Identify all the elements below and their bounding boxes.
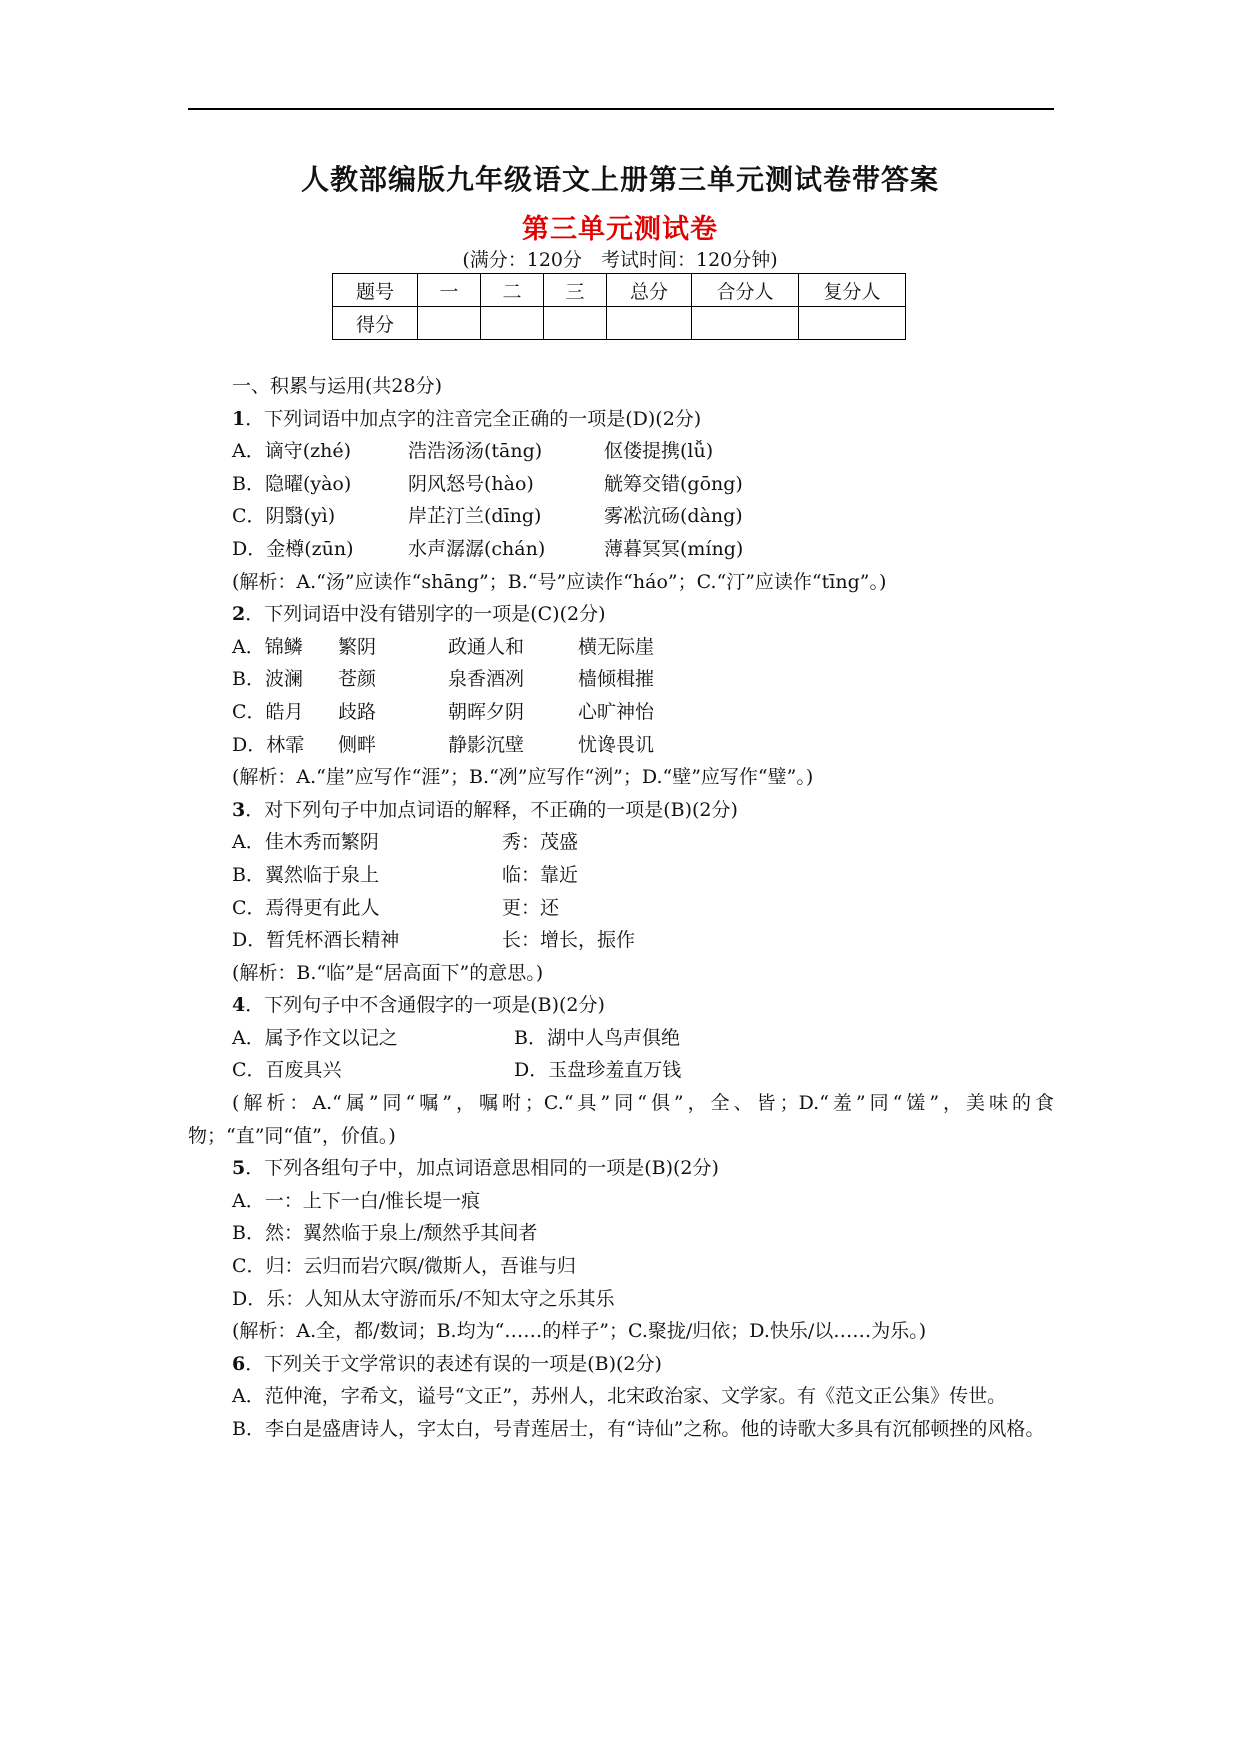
analysis-text: (解析：A.“属”同“嘱”，嘱咐；C.“具”同“俱”，全、皆；D.“羞”同“馐”，美味的食物；“直”同“值”，价值。): [188, 1092, 1054, 1147]
option-text: 朝晖夕阴: [448, 700, 525, 723]
option-text: A．属予作文以记之: [232, 1026, 398, 1049]
option-text: D．林霏: [232, 733, 305, 756]
analysis-text: (解析：A.“崖”应写作“涯”；B.“冽”应写作“洌”；D.“壁”应写作“璧”。): [232, 766, 814, 789]
question-2: [188, 598, 1054, 631]
score-cell: 题号: [333, 274, 418, 307]
document-title: 人教部编版九年级语文上册第三单元测试卷带答案: [300, 163, 939, 196]
option-row: [188, 826, 1054, 859]
option-text: B．然：翼然临于泉上/颓然乎其间者: [232, 1222, 538, 1245]
question-number: 1: [232, 407, 246, 430]
option-row: [188, 500, 1054, 533]
option-text: C．归：云归而岩穴暝/微斯人，吾谁与归: [232, 1255, 576, 1278]
option-row: [188, 859, 1054, 892]
option-text: 泉香酒冽: [448, 668, 525, 691]
analysis-text: (解析：B.“临”是“居高面下”的意思。): [232, 961, 544, 984]
option-text: B．隐曜(yào): [232, 472, 352, 495]
analysis-text: (解析：A.全，都/数词；B.均为“……的样子”；C.聚拢/归依；D.快乐/以……为乐。): [232, 1320, 927, 1343]
option-text: 薄暮冥冥(míng): [604, 537, 744, 560]
option-text: D．玉盘珍羞直万钱: [514, 1059, 682, 1082]
option-text: 政通人和: [448, 635, 525, 658]
question-number: 3: [232, 798, 246, 821]
option-text: 心旷神怡: [578, 700, 655, 723]
score-table: [332, 273, 906, 340]
score-cell[interactable]: [692, 307, 799, 340]
score-cell: 三: [544, 274, 607, 307]
question-stem: ．下列句子中不含通假字的一项是(B)(2分): [245, 994, 605, 1017]
option-text: D．金樽(zūn): [232, 537, 354, 560]
question-stem: ．下列关于文学常识的表述有误的一项是(B)(2分): [245, 1352, 662, 1375]
question-1: [188, 403, 1054, 436]
question-stem: ．下列词语中没有错别字的一项是(C)(2分): [245, 603, 606, 626]
option-text: 长：增长，振作: [502, 929, 636, 952]
option-text: 水声潺潺(chán): [408, 537, 546, 560]
question-number: 5: [232, 1157, 246, 1180]
option-text: 歧路: [338, 700, 377, 723]
option-text: B．翼然临于泉上: [232, 863, 379, 886]
header-rule: [188, 108, 1054, 110]
option-text: 浩浩汤汤(tāng): [408, 440, 543, 463]
test-subtitle: 第三单元测试卷: [522, 214, 718, 245]
option-text: 临：靠近: [502, 863, 579, 886]
option-text: 繁阴: [338, 635, 377, 658]
score-cell: 合分人: [692, 274, 799, 307]
exam-body: [188, 370, 1054, 1446]
option-text: 秀：茂盛: [502, 831, 579, 854]
option-row: [188, 924, 1054, 957]
score-cell[interactable]: [481, 307, 544, 340]
score-cell[interactable]: [544, 307, 607, 340]
option-text: C．阴翳(yì): [232, 505, 336, 528]
option-text: 横无际崖: [578, 635, 655, 658]
score-table-score-row: [333, 307, 906, 340]
option-text: 更：还: [502, 896, 560, 919]
score-cell: 一: [418, 274, 481, 307]
option-text: C．焉得更有此人: [232, 896, 380, 919]
option-text: A．锦鳞: [232, 635, 303, 658]
question-number: 6: [232, 1352, 246, 1375]
question-5: [188, 1152, 1054, 1185]
score-cell: 二: [481, 274, 544, 307]
question-6: [188, 1348, 1054, 1381]
option-row: [188, 729, 1054, 762]
option-row: [188, 663, 1054, 696]
option-text: C．百废具兴: [232, 1059, 342, 1082]
option-text: B．波澜: [232, 668, 303, 691]
section-heading: 一、积累与运用(共28分): [232, 375, 443, 397]
option-text: 伛偻提携(lǚ): [604, 440, 714, 463]
question-stem: ．下列各组句子中，加点词语意思相同的一项是(B)(2分): [245, 1157, 719, 1180]
question-stem: ．下列词语中加点字的注音完全正确的一项是(D)(2分): [245, 407, 702, 430]
option-text: 忧谗畏讥: [578, 733, 655, 756]
question-3: [188, 794, 1054, 827]
option-text: 觥筹交错(gōng): [604, 472, 743, 495]
option-text: A．谪守(zhé): [232, 440, 352, 463]
option-row: [188, 468, 1054, 501]
option-text: B．李白是盛唐诗人，字太白，号青莲居士，有“诗仙”之称。他的诗歌大多具有沉郁顿挫的风格。: [232, 1418, 1045, 1440]
option-text: 阴风怒号(hào): [408, 472, 534, 495]
score-table-header-row: [333, 274, 906, 307]
score-cell[interactable]: [607, 307, 692, 340]
option-text: 樯倾楫摧: [578, 668, 655, 691]
option-text: B．湖中人鸟声俱绝: [514, 1026, 680, 1049]
exam-meta: (满分：120分 考试时间：120分钟): [462, 249, 778, 271]
option-text: 岸芷汀兰(dīng): [408, 505, 542, 528]
option-text: 雾凇沆砀(dàng): [604, 505, 743, 528]
question-number: 4: [232, 994, 246, 1017]
score-cell: 总分: [607, 274, 692, 307]
option-row: [188, 1054, 1054, 1087]
option-text: C．皓月: [232, 700, 304, 723]
option-row: [188, 533, 1054, 566]
score-cell[interactable]: [799, 307, 906, 340]
option-row: [188, 892, 1054, 925]
question-number: 2: [232, 603, 246, 626]
option-text: A．佳木秀而繁阴: [232, 831, 379, 854]
option-text: 侧畔: [338, 733, 377, 756]
option-text: D．乐：人知从太守游而乐/不知太守之乐其乐: [232, 1287, 615, 1310]
option-row: [188, 435, 1054, 468]
question-stem: ．对下列句子中加点词语的解释，不正确的一项是(B)(2分): [245, 798, 738, 821]
analysis-text: (解析：A.“汤”应读作“shāng”；B.“号”应读作“háo”；C.“汀”应读作“tīng”。): [232, 570, 887, 593]
option-row: [188, 696, 1054, 729]
score-cell: 得分: [333, 307, 418, 340]
score-cell: 复分人: [799, 274, 906, 307]
option-text: D．暂凭杯酒长精神: [232, 929, 400, 952]
option-text: 静影沉壁: [448, 733, 525, 756]
option-row: [188, 631, 1054, 664]
option-text: A．一：上下一白/惟长堤一痕: [232, 1189, 481, 1212]
option-row: [188, 1022, 1054, 1055]
score-cell[interactable]: [418, 307, 481, 340]
question-4: [188, 989, 1054, 1022]
option-text: A．范仲淹，字希文，谥号“文正”，苏州人，北宋政治家、文学家。有《范文正公集》传世。: [232, 1385, 1007, 1408]
option-text: 苍颜: [338, 668, 377, 691]
